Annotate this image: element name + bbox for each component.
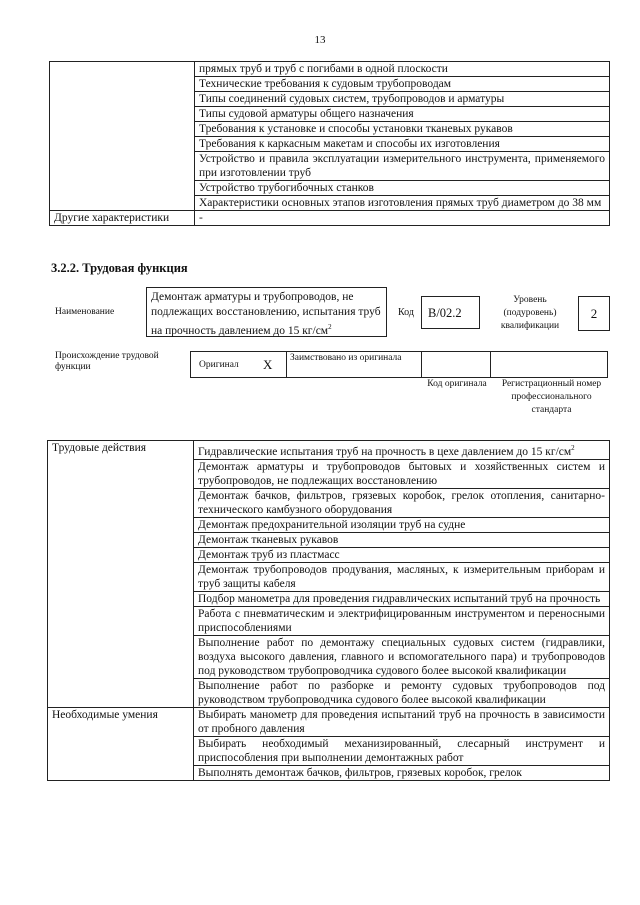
function-name-sup: 2 xyxy=(328,323,332,331)
actions-label: Трудовые действия xyxy=(48,441,194,708)
original-label: Оригинал xyxy=(191,352,263,378)
skills-label: Необходимые умения xyxy=(48,707,194,780)
action-text: Гидравлические испытания труб на прочность в цехе давлением до 15 кг/см xyxy=(198,445,572,458)
table-row xyxy=(50,211,610,226)
labor-table xyxy=(47,440,610,781)
reg-number-label: Регистрационный номер профессионального стандарта xyxy=(501,379,602,415)
action-sup: 2 xyxy=(571,444,575,452)
table-cell: прямых труб и труб с погибами в одной плоскости xyxy=(195,62,610,77)
code-value-box: B/02.2 xyxy=(421,296,480,329)
reg-number-cell xyxy=(491,352,608,378)
table-cell: Технические требования к судовым трубопроводам xyxy=(195,77,610,92)
table-row xyxy=(50,62,610,77)
table-cell xyxy=(194,441,610,460)
table-cell: Требования к каркасным макетам и способы их изготовления xyxy=(195,137,610,152)
table-cell: Требования к установке и способы установки тканевых рукавов xyxy=(195,122,610,137)
table-cell: Выполнение работ по демонтажу специальных судовых систем (гидравлики, воздуха высокого давления, главного и вспомогательного пара) и трубопроводов под руководством трубопроводчика судового более высокой квалификации xyxy=(194,635,610,678)
knowledge-table xyxy=(49,61,610,226)
table-cell: Демонтаж предохранительной изоляции труб на судне xyxy=(194,517,610,532)
table-cell: Выполнять демонтаж бачков, фильтров, грязевых коробок, грелок xyxy=(194,765,610,780)
origin-label: Происхождение трудовой функции xyxy=(55,351,159,372)
table-cell: Работа с пневматическим и электрифицированным инструментом и переносными приспособлениями xyxy=(194,606,610,635)
table-row xyxy=(48,707,610,736)
table-cell: Характеристики основных этапов изготовления прямых труб диаметром до 38 мм xyxy=(195,196,610,211)
table-cell: Типы судовой арматуры общего назначения xyxy=(195,107,610,122)
table-row xyxy=(191,352,608,378)
table-cell: Выполнение работ по разборке и ремонту судовых трубопроводов под руководством трубопроводчика судового более высокой квалификации xyxy=(194,678,610,707)
table-cell: Подбор манометра для проведения гидравлических испытаний труб на прочность xyxy=(194,591,610,606)
origin-table xyxy=(190,351,608,378)
table-cell: Демонтаж тканевых рукавов xyxy=(194,532,610,547)
original-mark: X xyxy=(262,352,287,378)
name-label: Наименование xyxy=(55,307,115,317)
table-row xyxy=(48,441,610,460)
code-original-cell xyxy=(422,352,491,378)
table-cell: Демонтаж бачков, фильтров, грязевых коробок, грелок отопления, санитарно-технического камбузного оборудования xyxy=(194,488,610,517)
table-cell: Демонтаж труб из пластмасс xyxy=(194,547,610,562)
table-cell: Демонтаж арматуры и трубопроводов бытовых и хозяйственных систем и трубопроводов, не подлежащих восстановлению xyxy=(194,459,610,488)
function-name-box xyxy=(146,287,387,337)
level-label: Уровень (подуровень) квалификации xyxy=(500,295,560,331)
table-cell: Выбирать манометр для проведения испытаний труб на прочность в зависимости от пробного давления xyxy=(194,707,610,736)
other-characteristics-value: - xyxy=(195,211,610,226)
code-original-label: Код оригинала xyxy=(427,379,487,389)
table-cell: Устройство и правила эксплуатации измерительного инструмента, применяемого при изготовлении труб xyxy=(195,152,610,181)
function-name-text: Демонтаж арматуры и трубопроводов, не подлежащих восстановлению, испытания труб на прочность давлением до 15 кг/см xyxy=(151,291,381,337)
page-number: 13 xyxy=(314,34,326,46)
table-cell: Выбирать необходимый механизированный, слесарный инструмент и приспособления при выполнении демонтажных работ xyxy=(194,736,610,765)
table-cell: Устройство трубогибочных станков xyxy=(195,181,610,196)
borrowed-label: Заимствовано из оригинала xyxy=(287,352,422,378)
code-label: Код xyxy=(398,307,414,318)
other-characteristics-label: Другие характеристики xyxy=(50,211,195,226)
left-label-cell xyxy=(50,62,195,211)
table-cell: Демонтаж трубопроводов продувания, масляных, к измерительным приборам и труб защиты кабеля xyxy=(194,562,610,591)
table-cell: Типы соединений судовых систем, трубопроводов и арматуры xyxy=(195,92,610,107)
level-value-box: 2 xyxy=(578,296,610,331)
section-title: 3.2.2. Трудовая функция xyxy=(51,261,188,275)
